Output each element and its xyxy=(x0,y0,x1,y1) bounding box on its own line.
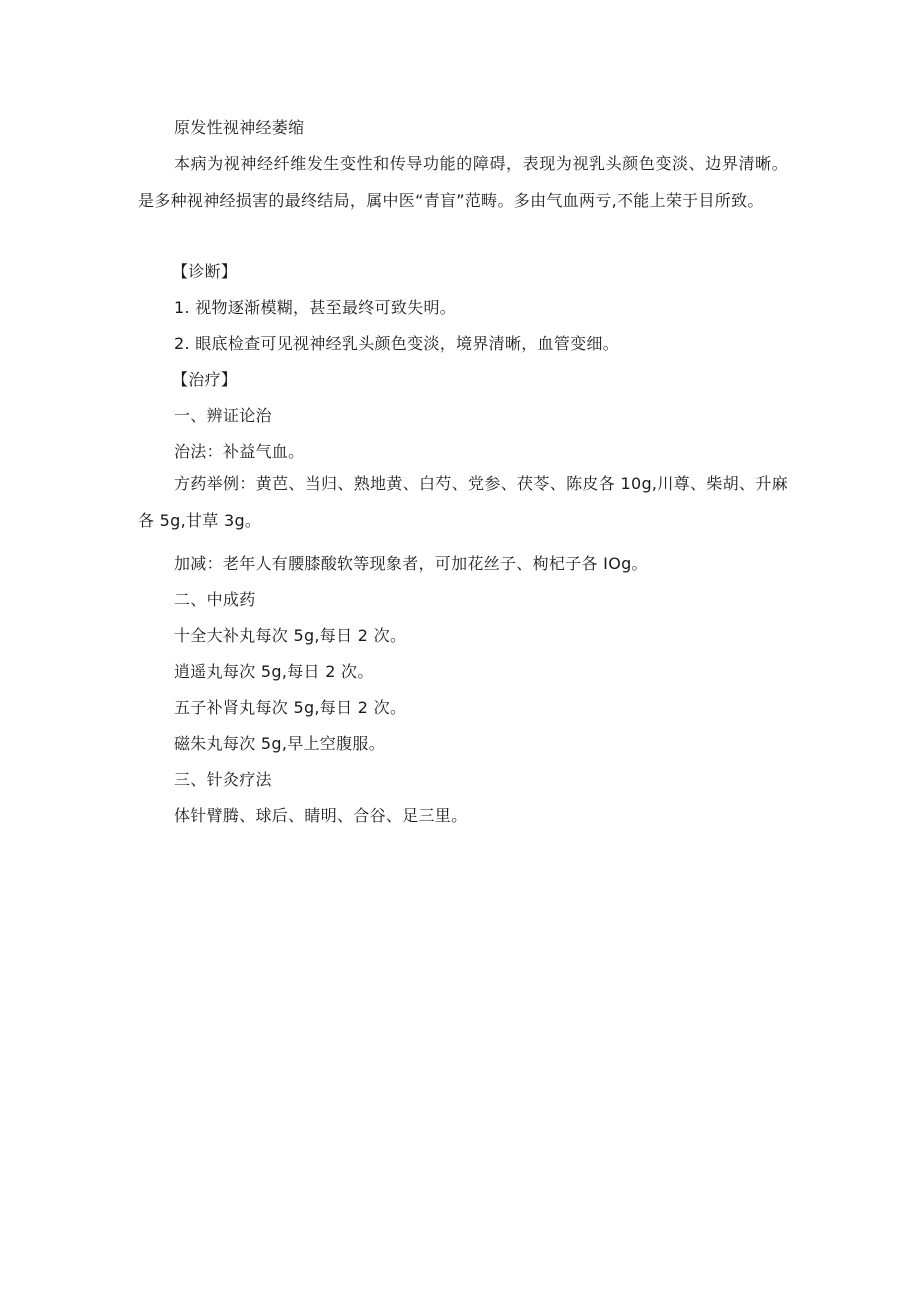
intro-paragraph: 本病为视神经纤维发生变性和传导功能的障碍，表现为视乳头颜色变淡、边界清晰。是多种视神经损害的最终结局，属中医“青盲”范畴。多由气血两亏,不能上荣于目所致。 xyxy=(138,154,788,210)
modification-text: 加减：老年人有腰膝酸软等现象者，可加花丝子、枸杞子各 IOg。 xyxy=(174,554,648,573)
acupuncture-text: 体针臂腾、球后、睛明、合谷、足三里。 xyxy=(174,806,468,825)
diagnosis-heading: 【诊断】 xyxy=(172,262,238,281)
diagnosis-item-2: 2. 眼底检查可见视神经乳头颜色变淡，境界清晰，血管变细。 xyxy=(174,334,620,353)
treatment-method: 治法：补益气血。 xyxy=(174,442,305,461)
patent-medicine-item-3: 五子补肾丸每次 5g,每日 2 次。 xyxy=(174,698,407,717)
section-heading-acupuncture: 三、针灸疗法 xyxy=(174,770,272,789)
diagnosis-item-1: 1. 视物逐渐模糊，甚至最终可致失明。 xyxy=(174,298,457,317)
prescription-paragraph: 方药举例：黄芭、当归、熟地黄、白芍、党参、茯苓、陈皮各 10g,川尊、柴胡、升麻各 5g,甘草 3g。 xyxy=(138,474,788,530)
patent-medicine-item-4: 磁朱丸每次 5g,早上空腹服。 xyxy=(174,734,386,753)
section-heading-syndrome-differentiation: 一、辨证论治 xyxy=(174,406,272,425)
treatment-heading: 【治疗】 xyxy=(172,370,238,389)
document-title: 原发性视神经萎缩 xyxy=(174,118,305,137)
patent-medicine-item-2: 逍遥丸每次 5g,每日 2 次。 xyxy=(174,662,374,681)
section-heading-patent-medicine: 二、中成药 xyxy=(174,590,256,609)
patent-medicine-item-1: 十全大补丸每次 5g,每日 2 次。 xyxy=(174,626,407,645)
